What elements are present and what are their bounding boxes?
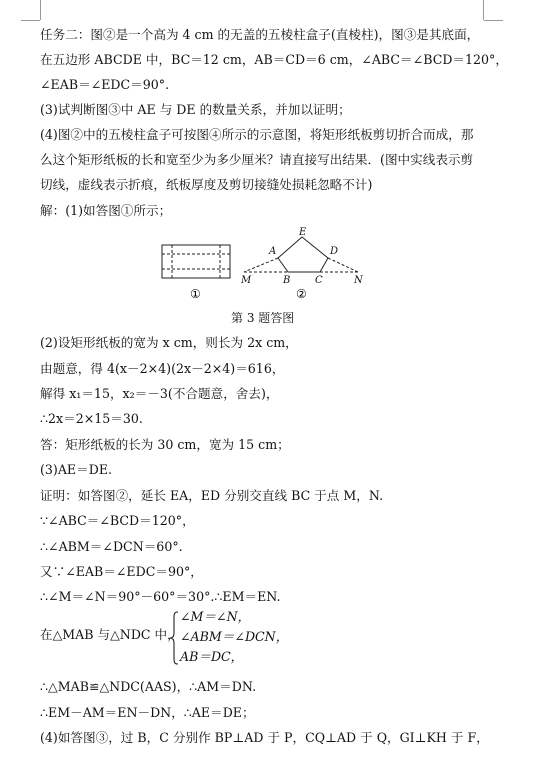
point-label-a: A xyxy=(269,246,277,257)
point-label-b: B xyxy=(283,275,291,286)
congruence-conditions xyxy=(40,607,460,667)
figure-1-net xyxy=(162,245,230,278)
figure-2-label: ② xyxy=(296,287,307,301)
proof-step-4: ∴∠M＝∠N＝90°－60°＝30°.∴EM＝EN. xyxy=(40,589,281,604)
solution-answer: 答：矩形纸板的长为 30 cm，宽为 15 cm； xyxy=(40,437,290,452)
proof-conclusion: ∴EM－AM＝EN－DN，∴AE＝DE； xyxy=(40,705,255,720)
point-label-m: M xyxy=(241,275,252,286)
answer-figures xyxy=(0,226,535,306)
condition-angle-m-n: ∠M＝∠N， xyxy=(180,609,251,624)
task-intro-line-1: 任务二：图②是一个高为 4 cm 的无盖的五棱柱盒子(直棱柱)，图③是其底面， xyxy=(40,27,480,42)
task-intro-line-3: ∠EAB＝∠EDC＝90°. xyxy=(40,77,170,92)
figure-caption: 第 3 题答图 xyxy=(231,311,295,325)
proof-intro: 证明：如答图②，延长 EA，ED 分别交直线 BC 于点 M，N. xyxy=(40,488,384,503)
crop-mark-left-horizontal xyxy=(21,20,40,21)
point-label-n: N xyxy=(354,275,363,286)
condition-angle-abm-dcn: ∠ABM＝∠DCN， xyxy=(180,629,289,644)
solution-step-4: (4)如答图③，过 B，C 分别作 BP⊥AD 于 P，CQ⊥AD 于 Q，GI⊥KH 于 F， xyxy=(40,730,489,745)
point-label-e: E xyxy=(299,227,307,238)
crop-mark-left-vertical xyxy=(40,0,41,20)
crop-mark-right-vertical xyxy=(483,0,484,20)
point-label-c: C xyxy=(315,275,323,286)
point-label-d: D xyxy=(330,246,339,257)
solution-length: ∴2x＝2×15＝30. xyxy=(40,411,143,426)
question-4-line-1: (4)图②中的五棱柱盒子可按图④所示的示意图，将矩形纸板剪切折合而成，那 xyxy=(40,127,474,142)
solution-step-3-claim: (3)AE＝DE. xyxy=(40,462,113,477)
solution-step-2-setup: (2)设矩形纸板的宽为 x cm，则长为 2x cm， xyxy=(40,335,298,350)
proof-step-1: ∵∠ABC＝∠BCD＝120°， xyxy=(40,513,195,528)
task-intro-line-2: 在五边形 ABCDE 中，BC＝12 cm，AB＝CD＝6 cm，∠ABC＝∠BCD＝120°， xyxy=(40,52,508,67)
congruence-label: 在△MAB 与△NDC 中， xyxy=(40,627,180,642)
crop-mark-right-horizontal xyxy=(484,20,503,21)
question-3: (3)试判断图③中 AE 与 DE 的数量关系，并加以证明； xyxy=(40,102,351,117)
question-4-line-3: 切线，虚线表示折痕，纸板厚度及剪切接缝处损耗忽略不计) xyxy=(40,177,373,192)
left-brace-icon xyxy=(169,611,179,665)
figure-2-pentagon xyxy=(244,237,358,272)
figure-1-label: ① xyxy=(190,287,201,301)
condition-side-ab-dc: AB＝DC， xyxy=(180,649,244,664)
solution-heading: 解：(1)如答图①所示； xyxy=(40,203,172,218)
solution-equation: 由题意，得 4(x－2×4)(2x－2×4)＝616， xyxy=(40,361,285,376)
solution-roots: 解得 x₁＝15，x₂＝－3(不合题意，舍去)， xyxy=(40,386,279,401)
proof-congruence: ∴△MAB≌△NDC(AAS)，∴AM＝DN. xyxy=(40,679,257,694)
proof-step-2: ∴∠ABM＝∠DCN＝60°. xyxy=(40,539,183,554)
answer-figures-svg xyxy=(0,226,535,306)
proof-step-3: 又∵∠EAB＝∠EDC＝90°， xyxy=(40,564,203,579)
question-4-line-2: 么这个矩形纸板的长和宽至少为多少厘米？请直接写出结果．(图中实线表示剪 xyxy=(40,152,474,167)
